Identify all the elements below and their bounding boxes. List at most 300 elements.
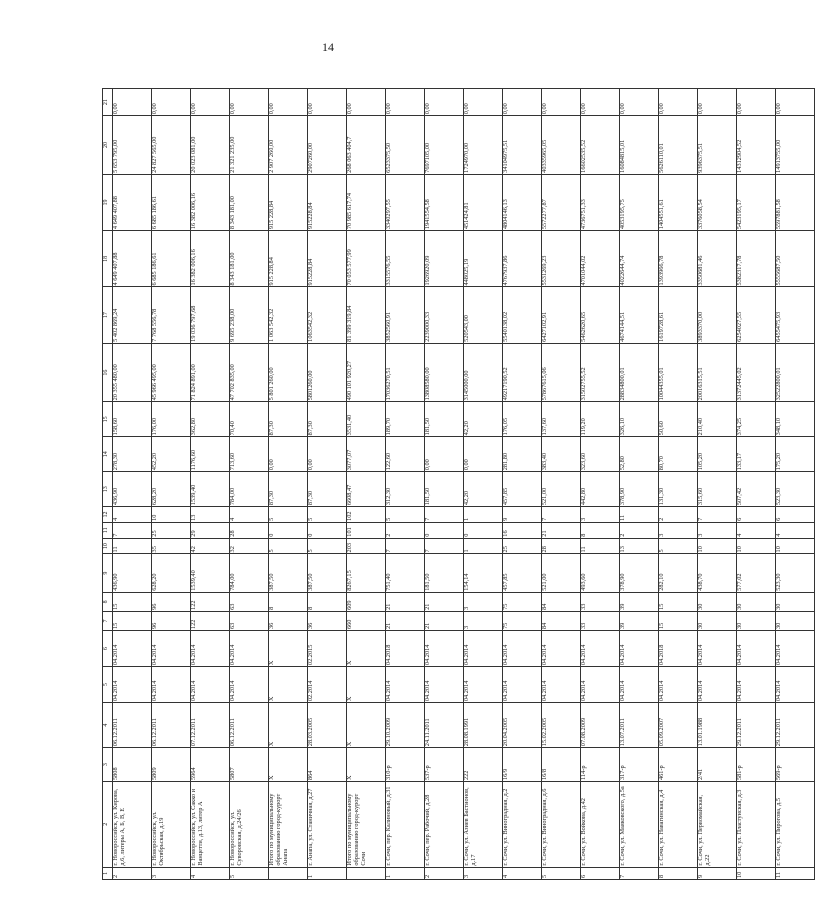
table-cell: 6 [776,507,815,523]
table-cell: 3 [659,522,698,538]
table-cell: 47 702 835,00 [230,343,269,402]
table-row [503,89,542,880]
table-cell: 3 [464,592,503,611]
table-cell: 176,05 [503,402,542,437]
table-cell: 5 [308,507,347,523]
table-cell: 21 [386,611,425,630]
table-cell: 36 [308,611,347,630]
table-cell: 42,20 [464,472,503,507]
table-cell: 8267,15 [347,554,386,592]
table-cell: 3 [698,522,737,538]
table-cell: 864 [308,748,347,782]
table-cell: 16/9 [503,748,542,782]
table-cell: 04.2018 [386,631,425,667]
table-cell: 7 [425,507,464,523]
table-cell: 4 [113,507,152,523]
table-row [191,89,230,880]
table-cell: 5 801 260,00 [269,343,308,402]
table-cell: г. Сочи, ул. Виноградная, д.2 [503,781,542,867]
table-row [113,89,152,880]
table-cell: 5 653 795,00 [113,116,152,175]
table-cell: 25 [152,522,191,538]
table-cell: 16/8 [542,748,581,782]
table-cell: 06.12.2011 [152,703,191,748]
header-cell: 9 [103,554,113,592]
table-cell: 04.2014 [659,667,698,703]
table-cell: 9 [698,867,737,879]
table-cell: 3 [464,867,503,879]
table-cell: 374,25 [737,402,776,437]
table-cell: 119,20 [581,402,620,437]
table-cell: 35 [152,538,191,554]
table-cell: 114-р [581,748,620,782]
header-cell: 16 [103,343,113,402]
table-cell: 04.2014 [581,631,620,667]
table-cell: 784,00 [230,472,269,507]
table-cell: 16 382 006,16 [191,231,230,287]
table-cell: 323,60 [581,437,620,472]
table-cell: 45 966 495,00 [152,343,191,402]
table-cell: 0,00 [386,89,425,116]
table-cell: 222 [464,748,503,782]
table-cell: 101 [347,522,386,538]
table-cell: 0,00 [308,89,347,116]
table-cell: 21 [386,592,425,611]
table-cell: 4 [230,507,269,523]
table-cell: 11 [581,538,620,554]
table-cell [269,867,308,879]
header-cell: 2 [103,781,113,867]
table-cell: 10 [776,538,815,554]
table-cell: 28834800,01 [620,343,659,402]
table-cell: г. Сочи, пер. Калиновый, д.31 [386,781,425,867]
table-cell: 436,90 [113,554,152,592]
table-row [776,89,815,880]
table-cell: 5531269,23 [542,231,581,287]
table-cell: 4 649 407,88 [113,231,152,287]
table-cell: 5801260,00 [308,343,347,402]
table-cell: 87,30 [269,472,308,507]
table-cell: 04.2014 [152,667,191,703]
table-cell: 436,90 [113,472,152,507]
table-cell: 0 [308,522,347,538]
table-cell: г. Сочи, ул. Пластунская, д.3 [737,781,776,867]
table-cell: 7 [698,507,737,523]
table-cell: 04.2014 [464,631,503,667]
table-cell: 21 321 235,00 [230,116,269,175]
header-cell: 10 [103,538,113,554]
table-cell: 04.2014 [230,667,269,703]
table-cell: 523,30 [776,554,815,592]
table-cell: 122 [191,592,230,611]
table-cell: 07.12.2011 [191,703,230,748]
table-cell: 7 [425,538,464,554]
table-cell: 0,00 [308,437,347,472]
table-cell: 537-р [425,748,464,782]
table-cell: X [347,631,386,667]
table-cell: 5809 [152,748,191,782]
table-cell: 04.2014 [542,631,581,667]
table-cell: 30 [776,592,815,611]
table-cell: 3350681,46 [698,231,737,287]
table-cell: г. Анапа, ул. Станичная, д.27 [308,781,347,867]
table-cell: 0,00 [152,89,191,116]
table-cell: 0,00 [659,89,698,116]
table-cell: 6 [581,867,620,879]
table-cell: 16 382 006,16 [191,174,230,230]
table-row [542,89,581,880]
table-cell: 63 [230,592,269,611]
table-cell: 15 [659,592,698,611]
table-cell: 40335965,05 [542,116,581,175]
table-cell: 50,60 [659,402,698,437]
table-cell: 3376058,54 [698,174,737,230]
table-cell: 5540138,02 [503,287,542,343]
table-cell: 203 [347,538,386,554]
table-cell: 9396375,51 [698,116,737,175]
table-row [308,89,347,880]
table-cell: 387,50 [269,554,308,592]
table-cell: 0,00 [347,89,386,116]
table-cell: 2 [425,867,464,879]
table-cell: 348,10 [776,402,815,437]
table-cell: 105,20 [698,437,737,472]
table-cell: 452,20 [152,437,191,472]
table-cell: 75 [503,611,542,630]
table-cell: 181,50 [425,402,464,437]
table-cell: 33 [581,611,620,630]
table-cell: 0,00 [776,89,815,116]
table-cell: 0,00 [269,437,308,472]
table-cell: 4 [737,522,776,538]
table-cell: 4804146,13 [503,174,542,230]
header-row [103,89,113,880]
table-cell: 3 [581,507,620,523]
table-cell: 04.2014 [152,631,191,667]
table-cell: 5462620,65 [581,287,620,343]
table-cell: 5807 [230,748,269,782]
table-cell: 1 [464,507,503,523]
table-cell: 387,50 [308,554,347,592]
table-cell: 609 [347,592,386,611]
table-cell: 04.2014 [737,667,776,703]
table-cell: 8 [581,522,620,538]
table-cell: 29.12.2011 [737,703,776,748]
table-cell: 33 [581,592,620,611]
table-cell: 0,00 [737,89,776,116]
table-cell: 5555687,50 [776,231,815,287]
table-cell: 87,30 [308,402,347,437]
table-cell: 04.2014 [776,667,815,703]
table-cell: 8 [308,592,347,611]
table-cell: 317-р [620,748,659,782]
table-cell: 5 402 869,24 [113,287,152,343]
table-cell: 81 399 319,84 [347,287,386,343]
table-cell: 4736751,33 [581,174,620,230]
table-cell: 20 355 480,00 [113,343,152,402]
table-cell: 7697105,00 [425,116,464,175]
header-cell: 21 [103,89,113,116]
table-cell: 4767937,86 [503,231,542,287]
table-cell: 1926920,09 [425,231,464,287]
table-cell: 2907260,00 [308,116,347,175]
table-cell: 6 685 186,61 [152,231,191,287]
table-cell: 1 063 542,32 [269,287,308,343]
table-cell: 1 [464,538,503,554]
table-cell: 36 [269,611,308,630]
table-cell: 15.02.2005 [542,703,581,748]
table-cell: 5 [269,507,308,523]
table-cell: 70 985 617,74 [347,174,386,230]
table-cell: Итого по муниципальному образованию город-курорт Сочи [347,781,386,867]
table-cell: 4701044,02 [581,231,620,287]
data-table [102,88,815,880]
table-cell: 96 [152,611,191,630]
table-cell: г. Сочи, ул. Войкова, д.42 [581,781,620,867]
table-cell: 04.2014 [698,631,737,667]
table-cell: 9 695 238,00 [230,287,269,343]
table-cell: 21 [542,522,581,538]
table-cell: 310-р [386,748,425,782]
table-cell: г. Сочи, ул. Азиев Бастионов, д.17 [464,781,503,867]
table-cell: 10 [737,867,776,879]
table-cell: 3077,07 [347,437,386,472]
table-cell: 0,00 [542,89,581,116]
table-cell: г. Сочи, ул. Пирогова, д.5 [776,781,815,867]
header-cell: 8 [103,592,113,611]
table-cell: 39 [620,611,659,630]
table-cell: 7 [386,538,425,554]
table-cell: 176,00 [152,402,191,437]
table-cell: 5 [308,538,347,554]
table-cell: 11 [620,507,659,523]
table-cell: 448025,19 [464,231,503,287]
table-cell: 2 [386,522,425,538]
table-cell: 281,80 [503,437,542,472]
table-cell: 628,20 [152,554,191,592]
table-cell: 915228,84 [308,231,347,287]
table-cell: 04.2014 [698,667,737,703]
table-cell: Итого по муниципальному образованию город-курорт Анапа [269,781,308,867]
table-cell: 6 685 186,61 [152,174,191,230]
table-cell: 278,30 [113,437,152,472]
table-cell: 11 [113,538,152,554]
table-cell: 0,00 [464,89,503,116]
table-cell: 20.04.2005 [503,703,542,748]
table-cell: 32522800,01 [776,343,815,402]
table-cell: 5 [542,867,581,879]
table-cell: 14913755,00 [776,116,815,175]
table-row [386,89,425,880]
table-cell: 507,42 [737,472,776,507]
table-cell: 28 [542,538,581,554]
table-cell: г. Сочи, ул. Навагинская, д.4 [659,781,698,867]
header-cell: 20 [103,116,113,175]
table-cell: 13808580,00 [425,343,464,402]
table-cell: 04.2014 [542,667,581,703]
table-cell: 70 053 577,99 [347,231,386,287]
table-cell: 52,80 [620,437,659,472]
table-cell: 784,00 [230,554,269,592]
table-cell: 04.2014 [737,631,776,667]
table-cell: 30 [737,592,776,611]
table-cell: 2/41 [698,748,737,782]
table-cell: 29.12.2011 [776,703,815,748]
table-cell: 13.01.1988 [698,703,737,748]
header-cell: 19 [103,174,113,230]
table-cell: 5 [386,507,425,523]
table-cell: 34104975,51 [503,116,542,175]
table-cell: 21 [425,611,464,630]
table-cell: 96 [152,592,191,611]
table-cell: 915 228,84 [269,231,308,287]
table-cell: 04.2014 [776,631,815,667]
table-cell: 75 [503,592,542,611]
table-cell: 0,00 [698,89,737,116]
table-cell: 0 [425,522,464,538]
table-row [464,89,503,880]
header-cell: 7 [103,611,113,630]
header-cell: 11 [103,522,113,538]
table-cell: 137,60 [542,402,581,437]
table-cell: 2 907 260,00 [269,116,308,175]
header-cell: 15 [103,402,113,437]
table-cell: 42,20 [464,402,503,437]
table-cell: 10044355,01 [659,343,698,402]
page-number: 14 [322,40,334,54]
table-cell: 312,30 [386,472,425,507]
table-cell: 3852560,91 [386,287,425,343]
table-cell: 581-р [737,748,776,782]
table-cell: 1724970,00 [464,116,503,175]
table-cell: 04.2014 [620,667,659,703]
table-cell: 20 023 081,00 [191,116,230,175]
table-cell: 181,50 [425,472,464,507]
table-cell: 20016315,51 [698,343,737,402]
table-cell: 0,00 [581,89,620,116]
table-cell: 4 [503,867,542,879]
table-cell: 10 [698,538,737,554]
table-cell: 71 824 891,00 [191,343,230,402]
table-cell: 523,30 [776,472,815,507]
table-cell: г. Новороссийск, ул. Кирова, д.6, литеры А, Б, В, Е [113,781,152,867]
table-row [737,89,776,880]
table-cell: 24 827 565,00 [152,116,191,175]
table-cell: 57867615,06 [542,343,581,402]
table-cell: 0,00 [620,89,659,116]
table-cell: 04.2014 [464,667,503,703]
table-cell: 0,00 [425,437,464,472]
table-cell: г. Сочи, ул. Первомайская, д.22 [698,781,737,867]
table-cell: 28.03.2005 [308,703,347,748]
table-cell: 13 [191,507,230,523]
table-cell: 5 [230,867,269,879]
table-cell: 362,80 [191,402,230,437]
table-cell: 2 [659,507,698,523]
table-cell: 8 343 181,00 [230,231,269,287]
table-cell: 3 [464,611,503,630]
table-cell: 70,40 [230,402,269,437]
table-cell: 04.2014 [230,631,269,667]
table-cell: 1404551,61 [659,174,698,230]
table-cell: 7 768 556,78 [152,287,191,343]
table-cell: X [347,703,386,748]
table-cell: 133,17 [737,437,776,472]
table-cell: 0 [464,522,503,538]
table-cell: 378,90 [620,554,659,592]
table-cell: 04.2014 [581,667,620,703]
table-cell: 0,00 [230,89,269,116]
table-cell: 2 [620,522,659,538]
table-cell: 3315576,55 [386,231,425,287]
table-cell: 326,10 [620,402,659,437]
table-cell: 268 063 404,7 [347,116,386,175]
table-cell: 29 [191,522,230,538]
table-cell: 0 [269,522,308,538]
table-cell: 315,60 [698,472,737,507]
table-cell: 9 [503,507,542,523]
table-cell: X [269,748,308,782]
table-row [347,89,386,880]
table-cell: 1619728,61 [659,287,698,343]
table-cell: 5572277,87 [542,174,581,230]
table-cell: 14312904,52 [737,116,776,175]
table-cell: 4053195,75 [620,174,659,230]
table-cell: 6608,47 [347,472,386,507]
table-cell: 3531,40 [347,402,386,437]
table-cell: 4022644,74 [620,231,659,287]
table-row [659,89,698,880]
table-cell: 04.2014 [425,631,464,667]
table-cell: 181,50 [425,554,464,592]
table-cell: 8 343 181,00 [230,174,269,230]
table-cell: г. Новороссийск, ул. Октябрьская, д.19 [152,781,191,867]
table-cell: 1539,40 [191,554,230,592]
table-cell: 16084815,01 [620,116,659,175]
table-cell: 154,14 [464,554,503,592]
table-cell: 2239000,33 [425,287,464,343]
table-cell: 04.2014 [191,631,230,667]
table-cell: 15 [113,611,152,630]
table-cell: 1176,60 [191,437,230,472]
header-cell: 6 [103,631,113,667]
table-cell: 04.2014 [386,667,425,703]
table-cell: 04.2014 [113,631,152,667]
table-row [152,89,191,880]
table-cell: 10 [152,507,191,523]
table-cell: 31502755,52 [581,343,620,402]
table-cell: 04.2014 [191,667,230,703]
table-cell: 175,20 [776,437,815,472]
table-cell: 28.08.1991 [464,703,503,748]
header-cell: 17 [103,287,113,343]
table-cell: X [269,703,308,748]
table-cell: г. Новороссийск, ул. Суворовская, д.24/26 [230,781,269,867]
table-cell: 378,90 [620,472,659,507]
table-row [581,89,620,880]
table-row [620,89,659,880]
table-cell: 87,30 [269,402,308,437]
table-cell: 16 [503,522,542,538]
table-cell: 0,00 [113,89,152,116]
table-cell: 1 [308,867,347,879]
table-cell: 451424,81 [464,174,503,230]
table-cell: 490 101 920,27 [347,343,386,402]
table-cell: г. Сочи, ул. Маяковского, д.5а [620,781,659,867]
table-cell: 1941554,58 [425,174,464,230]
table-cell: 5 [269,538,308,554]
table-cell: 5964 [191,748,230,782]
